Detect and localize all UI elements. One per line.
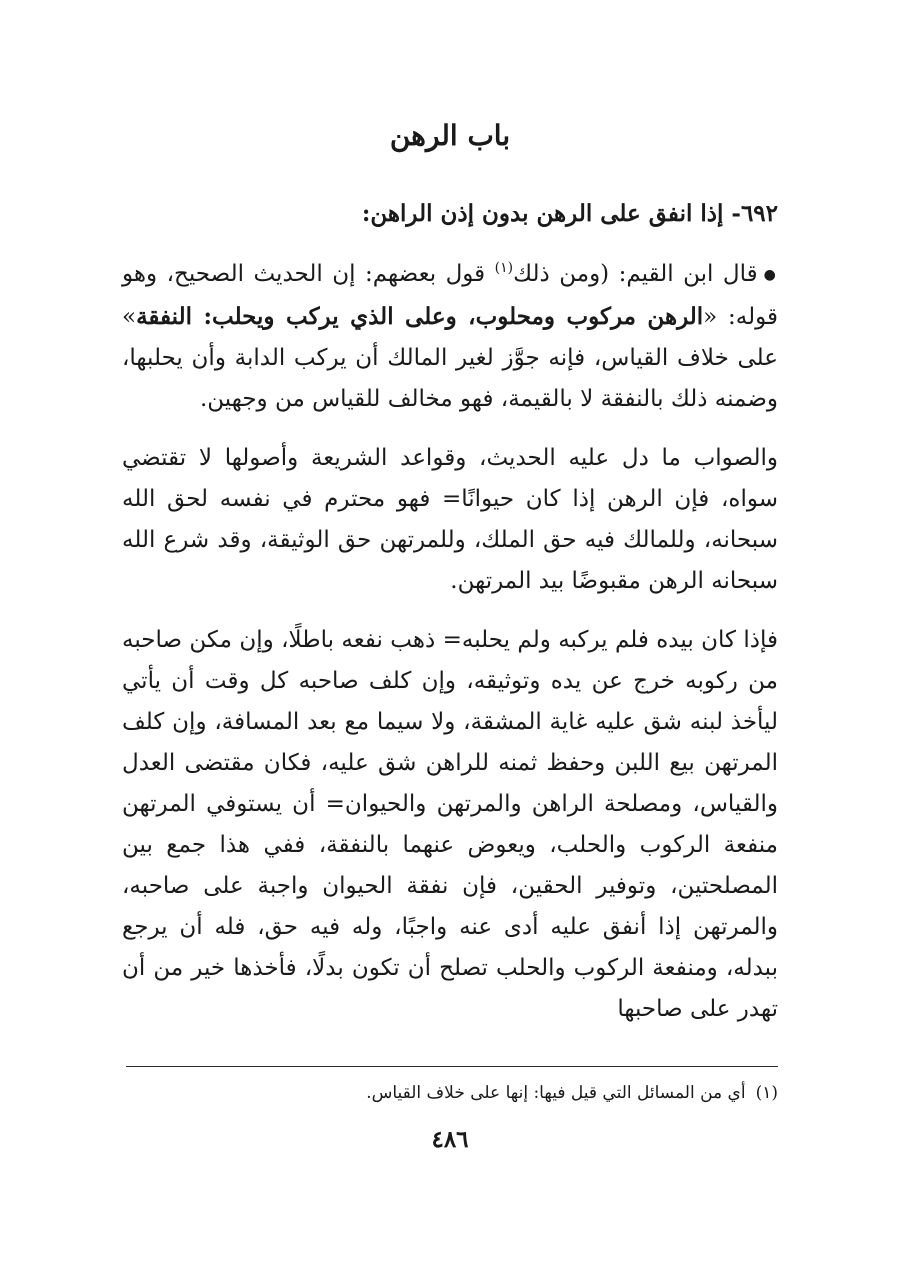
footnote-divider [126, 1066, 778, 1067]
footnote [122, 1078, 778, 1108]
paragraph-quote [122, 254, 778, 420]
page-number: ٤٨٦ [431, 1126, 469, 1153]
main-text [122, 192, 778, 1048]
issue-heading: ٦٩٢- إذا انفق على الرهن بدون إذن الراهن: [361, 200, 778, 227]
footnote-reference[interactable]: (١) [494, 260, 514, 276]
quote-continued: قول بعضهم: إن الحديث الصحيح، وهو قوله: « [122, 261, 778, 330]
bullet-icon: ● [763, 266, 779, 283]
hadith-text: الرهن مركوب ومحلوب، وعلى الذي يركب ويحلب: النفقة [136, 302, 704, 330]
chapter-title: باب الرهن [389, 119, 511, 152]
footnote-text: أي من المسائل التي قيل فيها: إنها على خلاف القياس. [366, 1083, 746, 1103]
paragraph-explanation: فإذا كان بيده فلم يركبه ولم يحلبه= ذهب نفعه باطلًا، وإن مكن صاحبه من ركوبه خرج عن يده وتوثيقه، وإن كلف صاحبه كل وقت أن يأتي ليأخذ لبنه شق عليه غاية المشقة، ولا سيما مع بعد المسافة، وإن كلف المرتهن بيع اللبن وحفظ ثمنه للراهن شق عليه، فكان مقتضى العدل والقياس، ومصلحة الراهن والمرتهن والحيوان= أن يستوفي المرتهن منفعة الركوب والحلب، ويعوض عنهما بالنفقة، ففي هذا جمع بين المصلحتين، وتوفير الحقين، فإن نفقة الحيوان واجبة على صاحبه، والمرتهن إذا أنفق عليه أدى عنه واجبًا، وله فيه حق، فله أن يرجع ببدله، ومنفعة الركوب والحلب تصلح أن تكون بدلًا، فأخذها خير من أن تهدر على صاحبها [122, 626, 778, 1022]
paragraph-correct-view: والصواب ما دل عليه الحديث، وقواعد الشريعة وأصولها لا تقتضي سواه، فإن الرهن إذا كان حيوانًا= فهو محترم في نفسه لحق الله سبحانه، وللمالك فيه حق الملك، وللمرتهن حق الوثيقة، وقد شرع الله سبحانه الرهن مقبوضًا بيد المرتهن. [122, 444, 778, 594]
quote-conclusion: » على خلاف القياس، فإنه جوَّز لغير المالك أن يركب الدابة وأن يحلبها، وضمنه ذلك بالنفقة لا بالقيمة، فهو مخالف للقياس من وجهين. [122, 303, 778, 412]
footnote-number: (١) [755, 1083, 778, 1103]
quote-intro: قال ابن القيم: (ومن ذلك [513, 261, 758, 287]
